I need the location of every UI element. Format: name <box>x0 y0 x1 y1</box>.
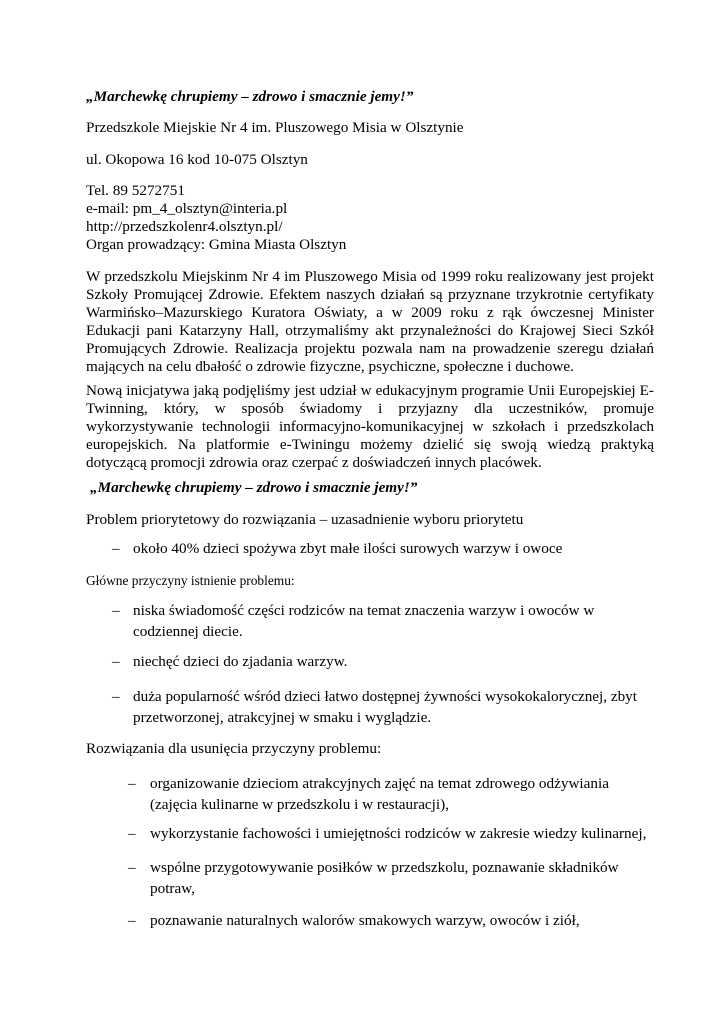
priority-heading: Problem priorytetowy do rozwiązania – uzasadnienie wyboru priorytetu <box>86 511 524 528</box>
list-dash: – <box>112 602 120 619</box>
solution-item-line1: organizowanie dzieciom atrakcyjnych zajęć na temat zdrowego odżywiania <box>150 775 609 792</box>
paragraph-etwinning: Nową inicjatywa jaką podjęliśmy jest udział w edukacyjnym programie Unii Europejskiej E-Twinning, który, w sposób świadomy i przyjazny dla uczestników, promuje wykorzystywanie technologii informacyjno-komunikacyjnej w szkołach i przedszkolach europejskich. Na platformie e-Twiningu możemy dzielić się swoją wiedzą praktyką dotyczącą promocji zdrowia oraz czerpać z doświadczeń innych placówek. <box>86 382 654 471</box>
phone: Tel. 89 5272751 <box>86 182 185 199</box>
list-dash: – <box>128 775 136 792</box>
cause-item-line1: duża popularność wśród dzieci łatwo dostępnej żywności wysokokalorycznej, zbyt <box>133 688 637 705</box>
address: ul. Okopowa 16 kod 10-075 Olsztyn <box>86 151 308 168</box>
cause-item-line2: przetworzonej, atrakcyjnej w smaku i wyglądzie. <box>133 709 432 726</box>
causes-heading: Główne przyczyny istnienie problemu: <box>86 573 295 588</box>
list-dash: – <box>128 859 136 876</box>
solutions-heading: Rozwiązania dla usunięcia przyczyny problemu: <box>86 740 382 757</box>
list-dash: – <box>128 912 136 929</box>
website: http://przedszkolenr4.olsztyn.pl/ <box>86 218 283 235</box>
solution-item-line1: wykorzystanie fachowości i umiejętności rodziców w zakresie wiedzy kulinarnej, <box>150 825 647 842</box>
governing-body: Organ prowadzący: Gmina Miasta Olsztyn <box>86 236 347 253</box>
list-dash: – <box>112 653 120 670</box>
email: e-mail: pm_4_olsztyn@interia.pl <box>86 200 288 217</box>
document-title: „Marchewkę chrupiemy – zdrowo i smacznie jemy!” <box>86 88 414 105</box>
list-dash: – <box>112 540 120 557</box>
institution-name: Przedszkole Miejskie Nr 4 im. Pluszowego Misia w Olsztynie <box>86 119 464 136</box>
solution-item-line2: (zajęcia kulinarne w przedszkolu i w restauracji), <box>150 796 449 813</box>
priority-item: około 40% dzieci spożywa zbyt małe ilości surowych warzyw i owoce <box>133 540 563 557</box>
paragraph-intro: W przedszkolu Miejskinm Nr 4 im Pluszowego Misia od 1999 roku realizowany jest projekt Szkoły Promującej Zdrowie. Efektem naszych działań są przyznane trzykrotnie certyfikaty Warmińsko–Mazurskiego Kuratora Oświaty, a w 2009 roku z rąk ówczesnej Minister Edukacji pani Katarzyny Hall, otrzymaliśmy akt przynależności do Krajowej Sieci Szkół Promujących Zdrowie. Realizacja projektu pozwala nam na prowadzenie szeregu działań mających na celu dbałość o zdrowie fizyczne, psychiczne, społeczne i duchowe. <box>86 268 654 375</box>
list-dash: – <box>112 688 120 705</box>
solution-item-line2: potraw, <box>150 880 195 897</box>
solution-item-line1: poznawanie naturalnych walorów smakowych warzyw, owoców i ziół, <box>150 912 580 929</box>
cause-item-line1: niechęć dzieci do zjadania warzyw. <box>133 653 348 670</box>
cause-item-line1: niska świadomość części rodziców na temat znaczenia warzyw i owoców w <box>133 602 595 619</box>
cause-item-line2: codziennej diecie. <box>133 623 243 640</box>
list-dash: – <box>128 825 136 842</box>
solution-item-line1: wspólne przygotowywanie posiłków w przedszkolu, poznawanie składników <box>150 859 619 876</box>
section-title: „Marchewkę chrupiemy – zdrowo i smacznie jemy!” <box>90 479 418 496</box>
